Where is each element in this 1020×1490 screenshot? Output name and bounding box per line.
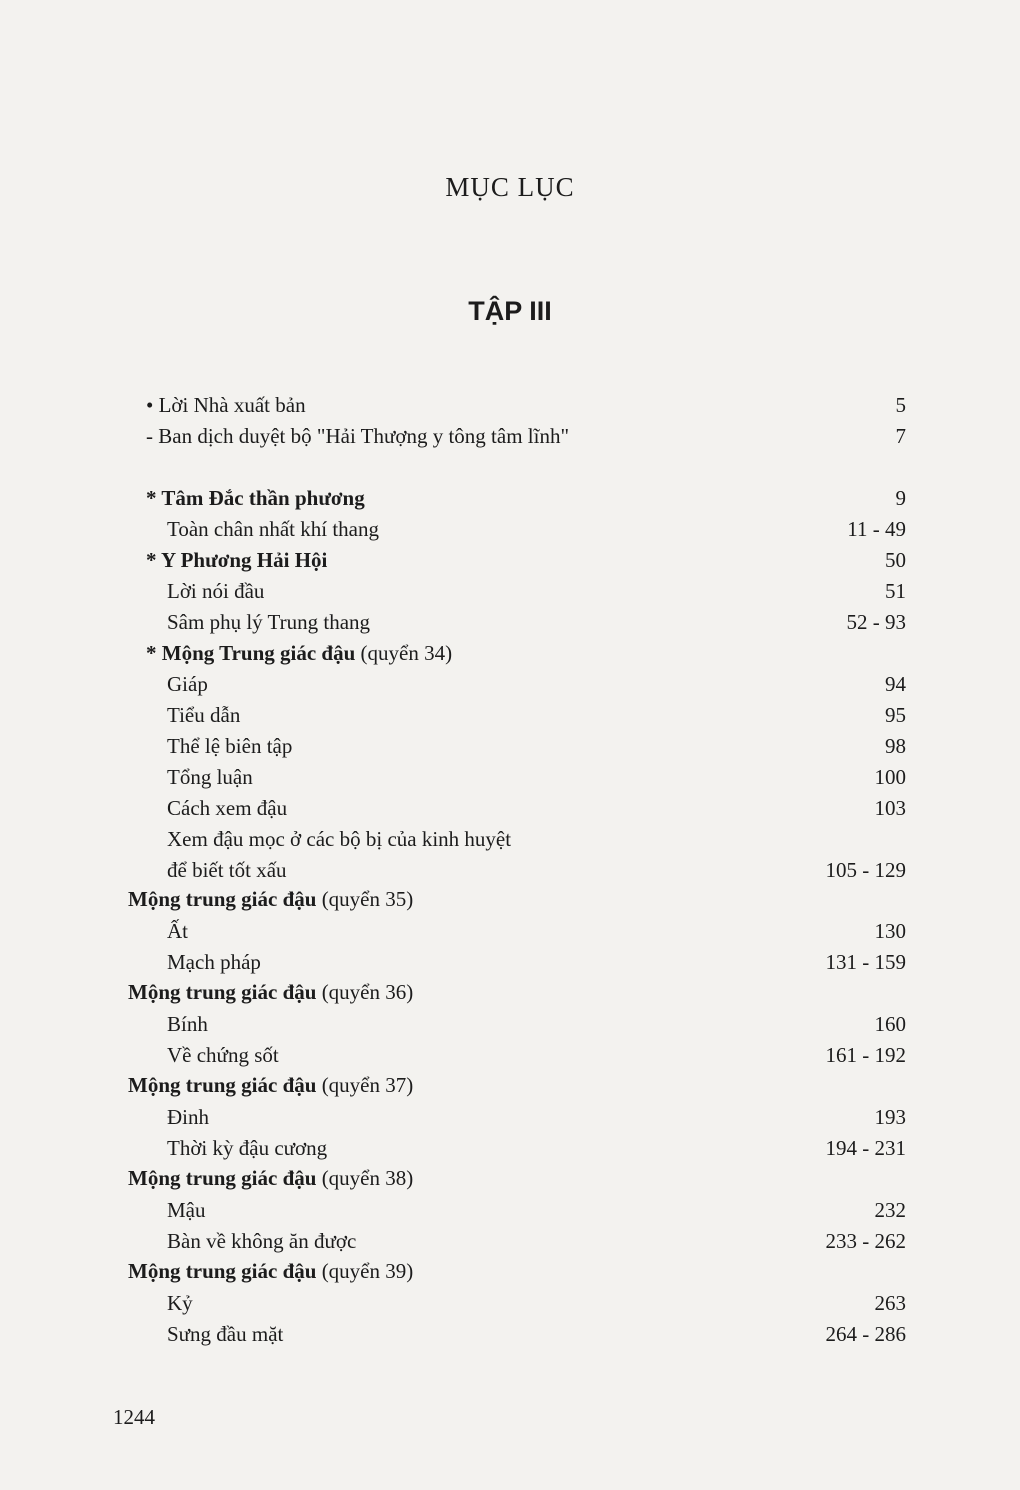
toc-entry-title: Mộng trung giác đậu (128, 1259, 317, 1283)
toc-entry (0, 1009, 1020, 1039)
toc-entry-label: • Lời Nhà xuất bản (146, 393, 306, 417)
toc-entry-label: Toàn chân nhất khí thang (167, 517, 379, 541)
toc-entry (0, 669, 1020, 699)
toc-entry-page: 11 - 49 (847, 517, 906, 541)
toc-entry-volume-number: (quyển 35) (316, 887, 414, 911)
toc-entry-volume-number: (quyển 39) (316, 1259, 414, 1283)
toc-entry-label: để biết tốt xấu (167, 858, 287, 882)
toc-entry-page: 7 (895, 424, 906, 448)
toc-entry (0, 793, 1020, 823)
toc-entry (0, 855, 1020, 885)
toc-entry-page: 52 - 93 (846, 610, 906, 634)
toc-entry (0, 1256, 1020, 1286)
toc-entry-page: 103 (874, 796, 906, 820)
toc-entry (0, 916, 1020, 946)
toc-entry-volume-number: (quyển 34) (355, 641, 453, 665)
toc-entry-page: 161 - 192 (825, 1043, 906, 1067)
toc-entry-page: 160 (874, 1012, 906, 1036)
toc-entry (0, 977, 1020, 1007)
toc-entry-label: * Y Phương Hải Hội (146, 548, 328, 572)
toc-entry-page: 233 - 262 (825, 1229, 906, 1253)
toc-entry (0, 824, 1020, 854)
toc-entry (0, 545, 1020, 575)
toc-entry (0, 947, 1020, 977)
toc-entry-volume-number: (quyển 37) (316, 1073, 414, 1097)
toc-entry (0, 607, 1020, 637)
toc-entry-page: 263 (874, 1291, 906, 1315)
toc-entry (0, 762, 1020, 792)
toc-entry-label: * Tâm Đắc thần phương (146, 486, 365, 510)
toc-entry-label (146, 638, 452, 668)
page-title: MỤC LỤC (445, 172, 575, 202)
toc-entry-title: Mộng trung giác đậu (128, 1073, 317, 1097)
toc-entry-label: Ất (167, 919, 188, 943)
toc-entry-page: 51 (885, 579, 906, 603)
toc-entry-label: Bính (167, 1012, 208, 1036)
toc-entry (0, 514, 1020, 544)
toc-entry-label: Sưng đầu mặt (167, 1322, 284, 1346)
toc-entry-page: 9 (895, 486, 906, 510)
toc-entry-label: - Ban dịch duyệt bộ "Hải Thượng y tông tâm lĩnh" (146, 424, 570, 448)
toc-entry-page: 264 - 286 (825, 1322, 906, 1346)
toc-entry-label: Giáp (167, 672, 208, 696)
toc-entry-title: Mộng trung giác đậu (128, 1166, 317, 1190)
toc-entry-page: 130 (874, 919, 906, 943)
toc-entry (0, 1070, 1020, 1100)
toc-entry (0, 884, 1020, 914)
toc-entry (0, 1226, 1020, 1256)
toc-entry-label: Mậu (167, 1198, 206, 1222)
volume-heading: TẬP III (468, 296, 552, 326)
toc-entry-label: Thể lệ biên tập (167, 734, 293, 758)
toc-entry-label (128, 977, 413, 1007)
toc-entry-label (128, 1256, 413, 1286)
toc-entry (0, 390, 1020, 420)
toc-entry-page: 232 (874, 1198, 906, 1222)
toc-entry-label (128, 884, 413, 914)
toc-entry-label (128, 1163, 413, 1193)
toc-entry (0, 1163, 1020, 1193)
toc-entry (0, 421, 1020, 451)
toc-entry-label: Lời nói đầu (167, 579, 265, 603)
toc-entry (0, 1040, 1020, 1070)
toc-entry (0, 1102, 1020, 1132)
toc-entry (0, 1195, 1020, 1225)
toc-entry (0, 638, 1020, 668)
toc-entry-page: 5 (895, 393, 906, 417)
toc-entry-volume-number: (quyển 36) (316, 980, 414, 1004)
toc-entry (0, 483, 1020, 513)
toc-entry-page: 194 - 231 (825, 1136, 906, 1160)
toc-entry-page: 105 - 129 (825, 858, 906, 882)
toc-entry-label: Tổng luận (167, 765, 253, 789)
toc-entry-title: Mộng trung giác đậu (128, 980, 317, 1004)
toc-entry-label: Sâm phụ lý Trung thang (167, 610, 371, 634)
toc-entry-page: 50 (885, 548, 906, 572)
toc-entry (0, 576, 1020, 606)
toc-entry-page: 193 (874, 1105, 906, 1129)
toc-entry-title: * Mộng Trung giác đậu (146, 641, 356, 665)
toc-entry (0, 1133, 1020, 1163)
toc-entry-label: Tiểu dẫn (167, 703, 241, 727)
page-number: 1244 (113, 1405, 155, 1429)
toc-entry-label: Kỷ (167, 1291, 193, 1315)
toc-entry-page: 98 (885, 734, 906, 758)
toc-entry (0, 1319, 1020, 1349)
toc-entry-title: Mộng trung giác đậu (128, 887, 317, 911)
toc-entry (0, 1288, 1020, 1318)
toc-entry (0, 731, 1020, 761)
toc-entry-label: Xem đậu mọc ở các bộ bị của kinh huyệt (167, 827, 512, 851)
toc-entry-label: Về chứng sốt (167, 1043, 279, 1067)
toc-entry (0, 700, 1020, 730)
toc-entry-page: 94 (885, 672, 906, 696)
toc-entry-page: 100 (874, 765, 906, 789)
toc-entry-volume-number: (quyển 38) (316, 1166, 414, 1190)
toc-entry-label: Cách xem đậu (167, 796, 288, 820)
toc-entry-label: Thời kỳ đậu cương (167, 1136, 328, 1160)
toc-entry-label: Mạch pháp (167, 950, 261, 974)
toc-entry-page: 131 - 159 (825, 950, 906, 974)
toc-entry-label: Bàn về không ăn được (167, 1229, 357, 1253)
toc-entry-label: Đinh (167, 1105, 209, 1129)
toc-entry-label (128, 1070, 413, 1100)
toc-entry-page: 95 (885, 703, 906, 727)
